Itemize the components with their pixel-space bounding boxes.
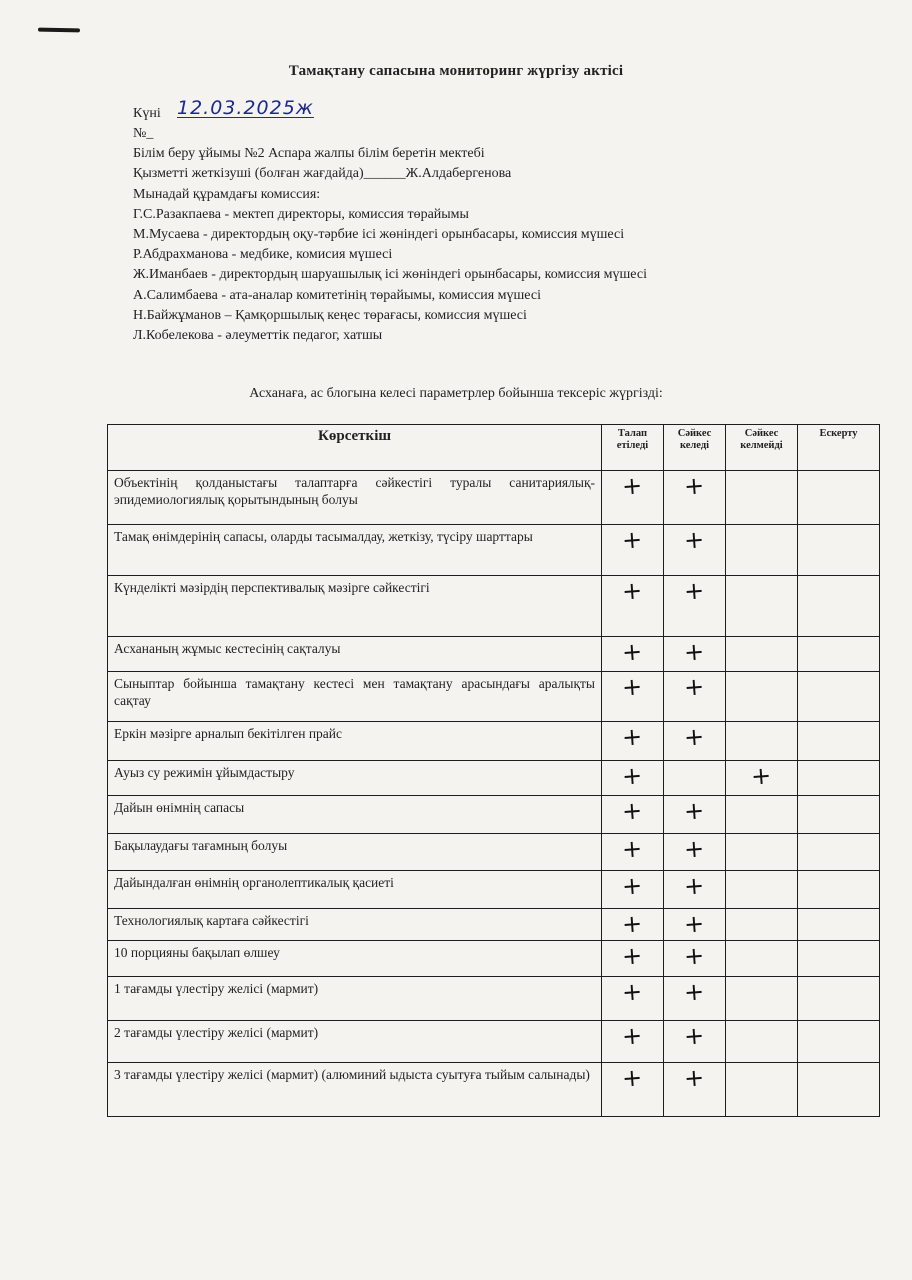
note-cell bbox=[798, 909, 880, 941]
handwritten-plus-mark: + bbox=[750, 761, 773, 791]
indicator-cell: Сыныптар бойынша тамақтану кестесі мен тамақтану арасындағы аралықты сақтау bbox=[108, 672, 602, 722]
required-cell bbox=[602, 834, 664, 871]
compliant-cell bbox=[664, 761, 726, 796]
noncompliant-cell bbox=[726, 722, 798, 761]
handwritten-date: 12.03.2025ж bbox=[177, 97, 314, 119]
header-note: Ескерту bbox=[798, 425, 880, 471]
handwritten-plus-mark: + bbox=[683, 576, 706, 606]
table-row bbox=[108, 525, 880, 576]
table-header-row bbox=[108, 425, 880, 471]
date-label: Күні bbox=[133, 106, 161, 121]
compliant-cell bbox=[664, 637, 726, 672]
table-row bbox=[108, 722, 880, 761]
table-row bbox=[108, 977, 880, 1021]
handwritten-plus-mark: + bbox=[621, 834, 644, 864]
indicator-cell: Ауыз су режимін ұйымдастыру bbox=[108, 761, 602, 796]
handwritten-plus-mark: + bbox=[621, 525, 644, 555]
handwritten-plus-mark: + bbox=[683, 977, 706, 1007]
handwritten-plus-mark: + bbox=[683, 941, 706, 971]
note-cell bbox=[798, 761, 880, 796]
indicator-cell: Объектінің қолданыстағы талаптарға сәйкестігі туралы санитариялық-эпидемиологиялық қорытындының болуы bbox=[108, 471, 602, 525]
compliant-cell bbox=[664, 796, 726, 834]
handwritten-plus-mark: + bbox=[683, 672, 706, 702]
required-cell bbox=[602, 637, 664, 672]
commission-member: М.Мусаева - директордың оқу-тәрбие ісі жөніндегі орынбасары, комиссия мүшесі bbox=[133, 227, 625, 243]
note-cell bbox=[798, 796, 880, 834]
note-cell bbox=[798, 977, 880, 1021]
compliant-cell bbox=[664, 525, 726, 576]
compliant-cell bbox=[664, 977, 726, 1021]
noncompliant-cell bbox=[726, 761, 798, 796]
indicator-cell: 3 тағамды үлестіру желісі (мармит) (алюминий ыдыста суытуға тыйым салынады) bbox=[108, 1063, 602, 1117]
note-cell bbox=[798, 1063, 880, 1117]
required-cell bbox=[602, 871, 664, 909]
note-cell bbox=[798, 871, 880, 909]
table-row bbox=[108, 871, 880, 909]
handwritten-plus-mark: + bbox=[621, 471, 644, 501]
required-cell bbox=[602, 941, 664, 977]
monitoring-table bbox=[107, 424, 880, 1117]
compliant-cell bbox=[664, 871, 726, 909]
required-cell bbox=[602, 576, 664, 637]
handwritten-plus-mark: + bbox=[621, 761, 644, 791]
handwritten-plus-mark: + bbox=[683, 637, 706, 667]
commission-member: Р.Абдрахманова - медбике, комисия мүшесі bbox=[133, 247, 393, 263]
noncompliant-cell bbox=[726, 672, 798, 722]
noncompliant-cell bbox=[726, 637, 798, 672]
table-row bbox=[108, 1063, 880, 1117]
handwritten-plus-mark: + bbox=[683, 1063, 706, 1093]
required-cell bbox=[602, 977, 664, 1021]
handwritten-plus-mark: + bbox=[621, 909, 644, 939]
indicator-cell: 10 порцияны бақылап өлшеу bbox=[108, 941, 602, 977]
note-cell bbox=[798, 525, 880, 576]
compliant-cell bbox=[664, 672, 726, 722]
table-row bbox=[108, 672, 880, 722]
indicator-cell: 1 тағамды үлестіру желісі (мармит) bbox=[108, 977, 602, 1021]
header-noncompliant: Сәйкес келмейді bbox=[726, 425, 798, 471]
handwritten-plus-mark: + bbox=[683, 871, 706, 901]
handwritten-plus-mark: + bbox=[621, 637, 644, 667]
header-required: Талап етіледі bbox=[602, 425, 664, 471]
commission-member: Г.С.Разакпаева - мектеп директоры, комиссия төрайымы bbox=[133, 206, 469, 222]
handwritten-plus-mark: + bbox=[621, 672, 644, 702]
compliant-cell bbox=[664, 471, 726, 525]
noncompliant-cell bbox=[726, 576, 798, 637]
compliant-cell bbox=[664, 576, 726, 637]
noncompliant-cell bbox=[726, 834, 798, 871]
handwritten-plus-mark: + bbox=[683, 525, 706, 555]
noncompliant-cell bbox=[726, 909, 798, 941]
header-compliant: Сәйкес келеді bbox=[664, 425, 726, 471]
table-row bbox=[108, 637, 880, 672]
commission-member: Ж.Иманбаев - директордың шаруашылық ісі жөніндегі орынбасары, комиссия мүшесі bbox=[133, 267, 647, 283]
handwritten-plus-mark: + bbox=[621, 576, 644, 606]
organization-line: Білім беру ұйымы №2 Аспара жалпы білім беретін мектебі bbox=[133, 146, 485, 162]
noncompliant-cell bbox=[726, 1063, 798, 1117]
handwritten-plus-mark: + bbox=[621, 941, 644, 971]
scan-mark bbox=[38, 28, 80, 33]
note-cell bbox=[798, 941, 880, 977]
indicator-cell: Күнделікті мәзірдің перспективалық мәзірге сәйкестігі bbox=[108, 576, 602, 637]
table-row bbox=[108, 471, 880, 525]
note-cell bbox=[798, 722, 880, 761]
compliant-cell bbox=[664, 909, 726, 941]
commission-intro: Мынадай құрамдағы комиссия: bbox=[133, 186, 321, 202]
noncompliant-cell bbox=[726, 941, 798, 977]
required-cell bbox=[602, 1021, 664, 1063]
handwritten-plus-mark: + bbox=[683, 909, 706, 939]
handwritten-plus-mark: + bbox=[683, 722, 706, 752]
note-cell bbox=[798, 576, 880, 637]
handwritten-plus-mark: + bbox=[621, 1021, 644, 1051]
table-row bbox=[108, 1021, 880, 1063]
required-cell bbox=[602, 471, 664, 525]
table-row bbox=[108, 834, 880, 871]
table-row bbox=[108, 576, 880, 637]
commission-member: Л.Кобелекова - әлеуметтік педагог, хатшы bbox=[133, 328, 383, 344]
required-cell bbox=[602, 722, 664, 761]
required-cell bbox=[602, 909, 664, 941]
indicator-cell: Асхананың жұмыс кестесінің сақталуы bbox=[108, 637, 602, 672]
indicator-cell: Дайындалған өнімнің органолептикалық қасиеті bbox=[108, 871, 602, 909]
number-line: №_ bbox=[133, 126, 154, 141]
handwritten-plus-mark: + bbox=[621, 796, 644, 826]
handwritten-plus-mark: + bbox=[621, 722, 644, 752]
required-cell bbox=[602, 1063, 664, 1117]
handwritten-plus-mark: + bbox=[621, 1063, 644, 1093]
compliant-cell bbox=[664, 1063, 726, 1117]
table-row bbox=[108, 941, 880, 977]
indicator-cell: Дайын өнімнің сапасы bbox=[108, 796, 602, 834]
date-line bbox=[133, 97, 833, 124]
compliant-cell bbox=[664, 722, 726, 761]
noncompliant-cell bbox=[726, 796, 798, 834]
indicator-cell: Тамақ өнімдерінің сапасы, оларды тасымалдау, жеткізу, түсіру шарттары bbox=[108, 525, 602, 576]
required-cell bbox=[602, 672, 664, 722]
document-title: Тамақтану сапасына мониторинг жүргізу актісі bbox=[288, 63, 624, 79]
required-cell bbox=[602, 796, 664, 834]
handwritten-plus-mark: + bbox=[683, 471, 706, 501]
section-heading: Асханаға, ас блогына келесі параметрлер бойынша тексеріс жүргізді: bbox=[249, 386, 663, 401]
indicator-cell: Бақылаудағы тағамның болуы bbox=[108, 834, 602, 871]
note-cell bbox=[798, 471, 880, 525]
note-cell bbox=[798, 1021, 880, 1063]
note-cell bbox=[798, 672, 880, 722]
handwritten-plus-mark: + bbox=[621, 977, 644, 1007]
commission-member: А.Салимбаева - ата-аналар комитетінің төрайымы, комиссия мүшесі bbox=[133, 287, 541, 303]
table-row bbox=[108, 909, 880, 941]
indicator-cell: Технологиялық картаға сәйкестігі bbox=[108, 909, 602, 941]
required-cell bbox=[602, 525, 664, 576]
note-cell bbox=[798, 637, 880, 672]
header-indicator: Көрсеткіш bbox=[108, 425, 602, 471]
noncompliant-cell bbox=[726, 871, 798, 909]
handwritten-plus-mark: + bbox=[621, 871, 644, 901]
indicator-cell: 2 тағамды үлестіру желісі (мармит) bbox=[108, 1021, 602, 1063]
noncompliant-cell bbox=[726, 525, 798, 576]
required-cell bbox=[602, 761, 664, 796]
handwritten-plus-mark: + bbox=[683, 1021, 706, 1051]
noncompliant-cell bbox=[726, 1021, 798, 1063]
table-row bbox=[108, 761, 880, 796]
handwritten-plus-mark: + bbox=[683, 834, 706, 864]
noncompliant-cell bbox=[726, 471, 798, 525]
supplier-line: Қызметті жеткізуші (болған жағдайда)______Ж.Алдабергенова bbox=[133, 166, 512, 182]
handwritten-plus-mark: + bbox=[683, 796, 706, 826]
table-body bbox=[108, 471, 880, 1117]
compliant-cell bbox=[664, 834, 726, 871]
note-cell bbox=[798, 834, 880, 871]
compliant-cell bbox=[664, 941, 726, 977]
commission-member: Н.Байжұманов – Қамқоршылық кеңес төрағасы, комиссия мүшесі bbox=[133, 307, 527, 323]
indicator-cell: Еркін мәзірге арналып бекітілген прайс bbox=[108, 722, 602, 761]
compliant-cell bbox=[664, 1021, 726, 1063]
header-block bbox=[133, 97, 833, 346]
noncompliant-cell bbox=[726, 977, 798, 1021]
table-row bbox=[108, 796, 880, 834]
